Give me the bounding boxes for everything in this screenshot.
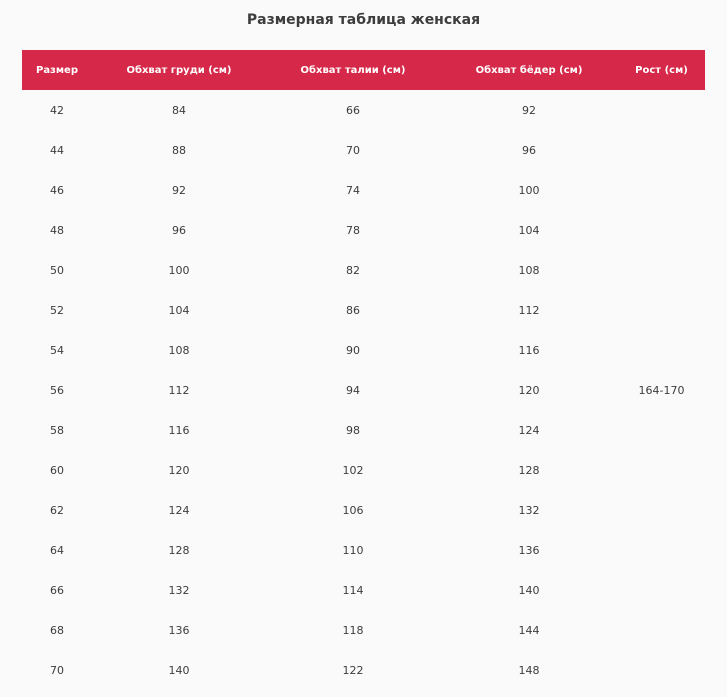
table-body [22, 90, 705, 690]
cell-size: 66 [50, 583, 64, 597]
cell-height [618, 170, 705, 210]
cell-hips: 124 [518, 423, 540, 437]
header-row [22, 50, 705, 90]
table-row [22, 570, 705, 610]
table-header [22, 50, 705, 90]
cell-waist: 78 [346, 223, 360, 237]
cell-size: 48 [50, 223, 64, 237]
cell-hips: 136 [518, 543, 540, 557]
table-row [22, 450, 705, 490]
cell-waist: 74 [346, 183, 360, 197]
cell-waist: 122 [342, 663, 364, 677]
cell-chest: 108 [168, 343, 190, 357]
page-title: Размерная таблица женская [246, 12, 481, 28]
cell-size: 70 [50, 663, 64, 677]
cell-hips: 120 [518, 383, 540, 397]
cell-chest: 120 [168, 463, 190, 477]
cell-hips: 100 [518, 183, 540, 197]
cell-chest: 88 [172, 143, 186, 157]
table-row [22, 90, 705, 130]
cell-height [618, 570, 705, 610]
cell-height [618, 530, 705, 570]
cell-size: 58 [50, 423, 64, 437]
cell-hips: 140 [518, 583, 540, 597]
cell-waist: 66 [346, 103, 360, 117]
cell-chest: 116 [168, 423, 190, 437]
table-row [22, 210, 705, 250]
size-table [22, 50, 705, 690]
cell-hips: 116 [518, 343, 540, 357]
cell-chest: 96 [172, 223, 186, 237]
cell-size: 62 [50, 503, 64, 517]
cell-waist: 70 [346, 143, 360, 157]
cell-hips: 108 [518, 263, 540, 277]
cell-chest: 104 [168, 303, 190, 317]
cell-size: 56 [50, 383, 64, 397]
cell-hips: 104 [518, 223, 540, 237]
cell-waist: 114 [342, 583, 364, 597]
cell-height [618, 330, 705, 370]
cell-chest: 136 [168, 623, 190, 637]
cell-height: 164-170 [638, 383, 685, 397]
cell-chest: 132 [168, 583, 190, 597]
cell-height [618, 250, 705, 290]
cell-size: 50 [50, 263, 64, 277]
cell-chest: 128 [168, 543, 190, 557]
cell-waist: 102 [342, 463, 364, 477]
cell-hips: 128 [518, 463, 540, 477]
cell-height [618, 650, 705, 690]
cell-size: 54 [50, 343, 64, 357]
table-row [22, 490, 705, 530]
cell-waist: 106 [342, 503, 364, 517]
table-row [22, 650, 705, 690]
cell-hips: 112 [518, 303, 540, 317]
cell-chest: 84 [172, 103, 186, 117]
header-height: Рост (см) [635, 64, 688, 76]
cell-waist: 110 [342, 543, 364, 557]
cell-waist: 118 [342, 623, 364, 637]
cell-height [618, 610, 705, 650]
cell-height [618, 210, 705, 250]
cell-hips: 96 [522, 143, 536, 157]
cell-waist: 98 [346, 423, 360, 437]
cell-waist: 90 [346, 343, 360, 357]
cell-height [618, 130, 705, 170]
table-row [22, 330, 705, 370]
header-size: Размер [35, 64, 78, 76]
header-hips: Обхват бёдер (см) [475, 64, 583, 76]
cell-chest: 100 [168, 263, 190, 277]
cell-waist: 94 [346, 383, 360, 397]
header-chest: Обхват груди (см) [126, 64, 232, 76]
cell-height [618, 290, 705, 330]
cell-size: 44 [50, 143, 64, 157]
cell-chest: 112 [168, 383, 190, 397]
table-row [22, 290, 705, 330]
table-row [22, 130, 705, 170]
table-row [22, 530, 705, 570]
table-row [22, 410, 705, 450]
table-row [22, 170, 705, 210]
cell-hips: 144 [518, 623, 540, 637]
cell-size: 42 [50, 103, 64, 117]
cell-size: 68 [50, 623, 64, 637]
cell-size: 60 [50, 463, 64, 477]
table-row [22, 370, 705, 410]
cell-waist: 86 [346, 303, 360, 317]
cell-hips: 132 [518, 503, 540, 517]
table-row [22, 610, 705, 650]
cell-size: 64 [50, 543, 64, 557]
cell-size: 52 [50, 303, 64, 317]
cell-hips: 92 [522, 103, 536, 117]
cell-chest: 124 [168, 503, 190, 517]
header-waist: Обхват талии (см) [300, 64, 406, 76]
cell-height [618, 90, 705, 130]
cell-size: 46 [50, 183, 64, 197]
table-row [22, 250, 705, 290]
cell-height [618, 490, 705, 530]
cell-waist: 82 [346, 263, 360, 277]
cell-height [618, 450, 705, 490]
cell-chest: 140 [168, 663, 190, 677]
cell-height [618, 410, 705, 450]
cell-chest: 92 [172, 183, 186, 197]
cell-hips: 148 [518, 663, 540, 677]
